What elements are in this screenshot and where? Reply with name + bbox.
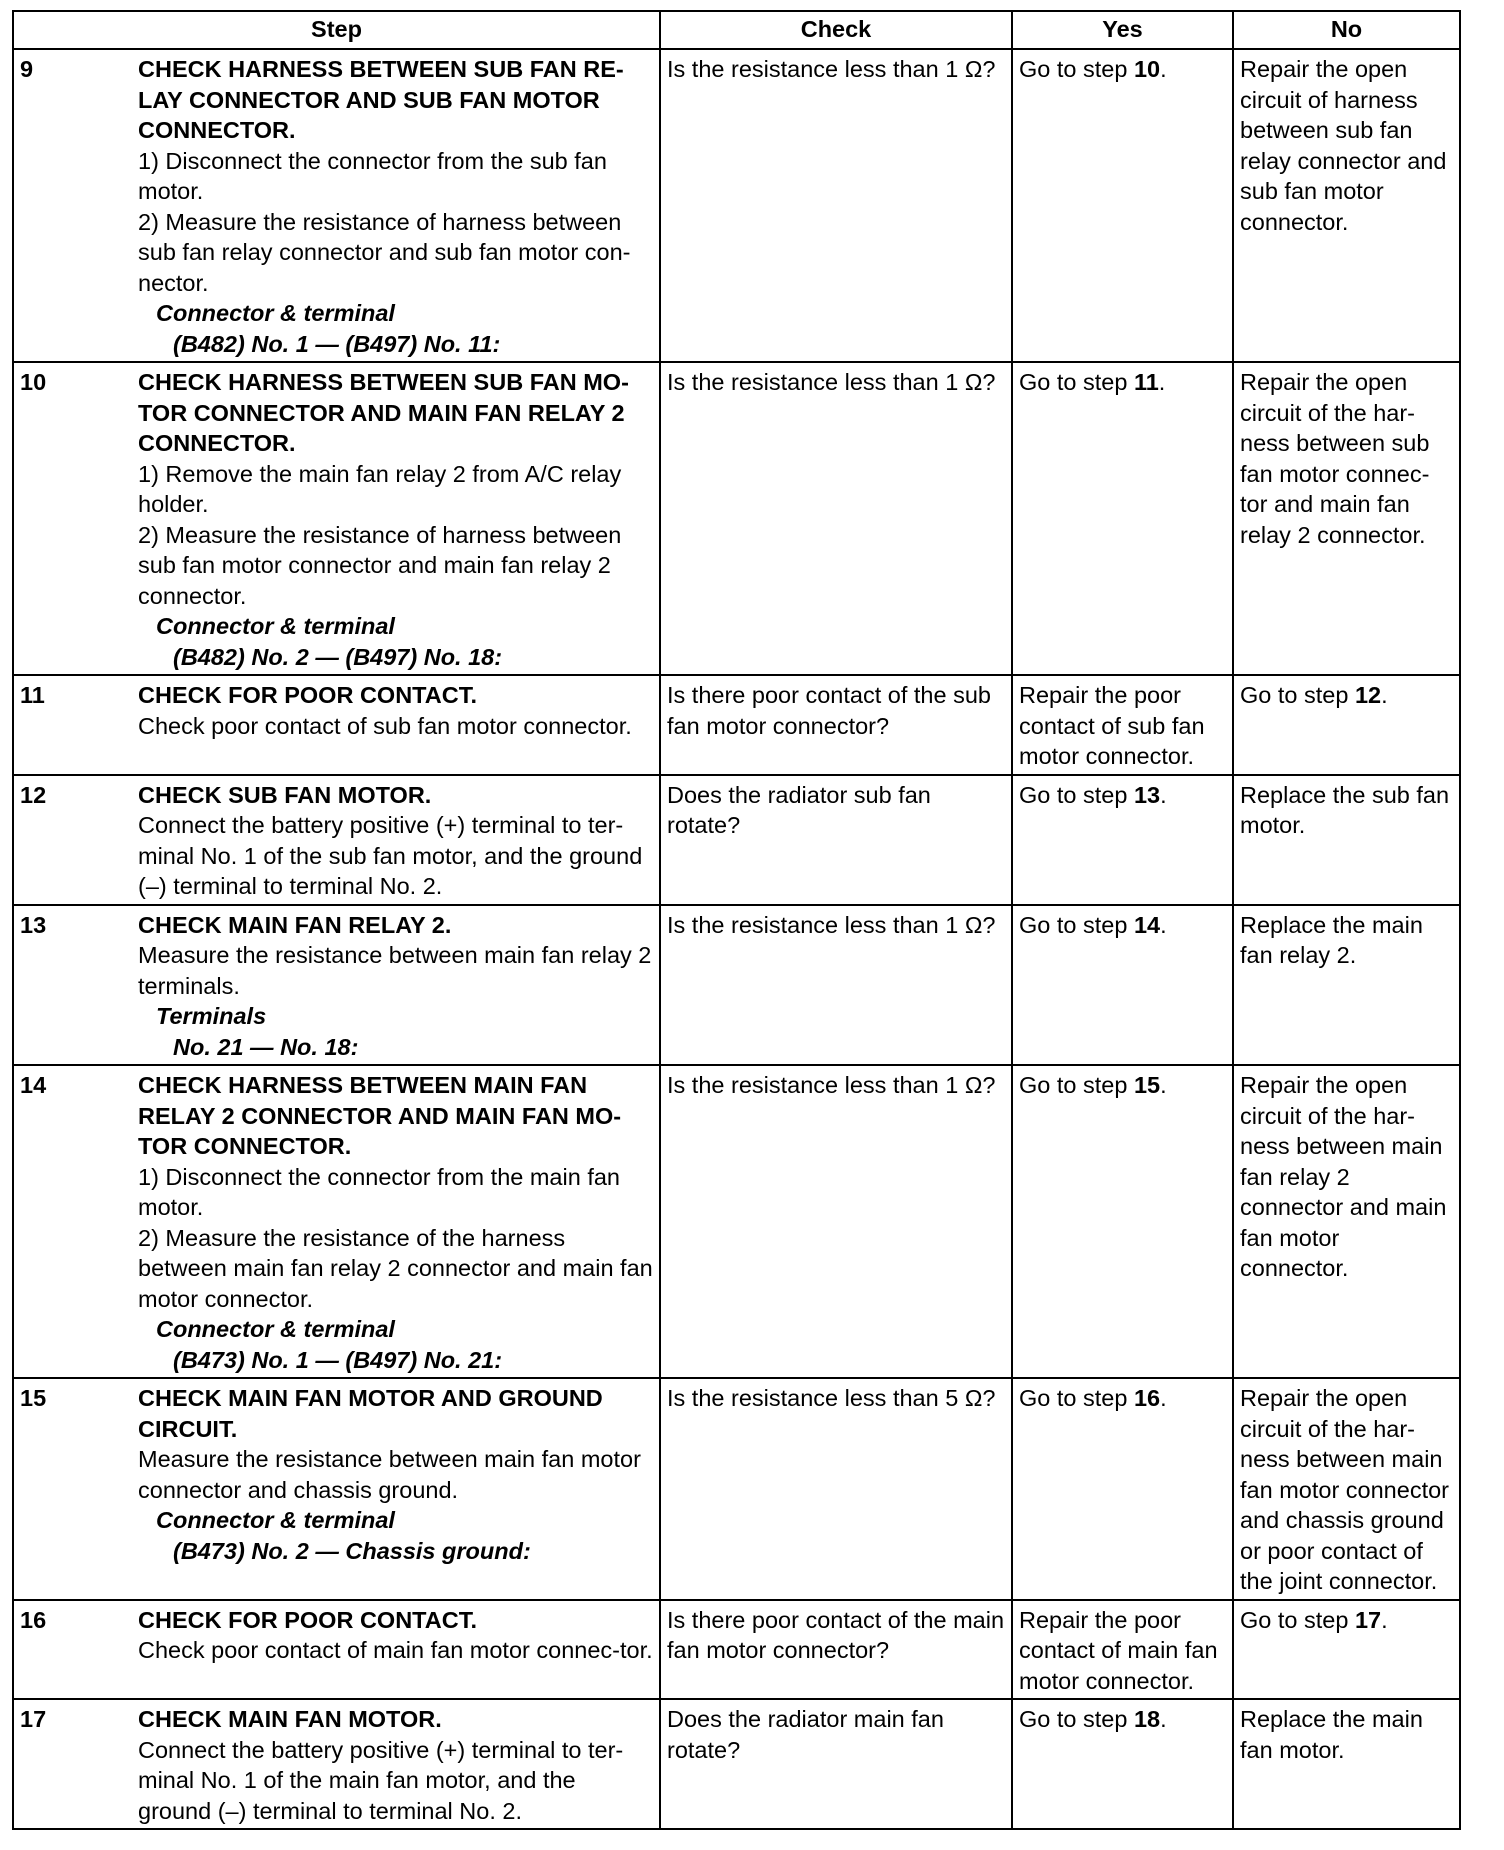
no-text: Repair the open circuit of the har-ness between sub fan motor connec-tor and main fan relay 2 connector.: [1240, 369, 1430, 548]
table-row: [13, 1065, 1460, 1378]
step-title: CHECK HARNESS BETWEEN MAIN FAN RELAY 2 CONNECTOR AND MAIN FAN MO-TOR CONNECTOR.: [138, 1072, 622, 1159]
no-cell: [1233, 775, 1460, 905]
check-cell: Does the radiator sub fan rotate?: [660, 775, 1012, 905]
header-no: No: [1233, 11, 1460, 49]
step-title: CHECK HARNESS BETWEEN SUB FAN MO-TOR CONNECTOR AND MAIN FAN RELAY 2 CONNECTOR.: [138, 369, 629, 456]
no-step-ref: 12: [1354, 682, 1382, 708]
yes-step-ref: 11: [1133, 369, 1159, 395]
step-cell: [13, 905, 660, 1066]
step-instruction: 1) Disconnect the connector from the main fan motor.: [138, 1163, 620, 1220]
step-instruction: Check poor contact of main fan motor connec-tor.: [138, 1637, 653, 1663]
no-suffix: .: [1381, 682, 1388, 708]
step-instruction: 1) Remove the main fan relay 2 from A/C relay holder.: [138, 460, 622, 517]
connector-label: Connector & terminal: [156, 1316, 395, 1342]
step-number: 16: [20, 1606, 47, 1633]
header-check: Check: [660, 11, 1012, 49]
step-cell: [13, 1600, 660, 1700]
yes-text: Go to step: [1019, 1072, 1134, 1098]
step-instruction: 2) Measure the resistance of harness between sub fan relay connector and sub fan motor con-nector.: [138, 208, 631, 296]
step-title: CHECK FOR POOR CONTACT.: [138, 1606, 478, 1633]
no-cell: [1233, 1600, 1460, 1700]
yes-text: Go to step: [1019, 781, 1134, 808]
yes-suffix: .: [1160, 1706, 1167, 1732]
no-step-ref: 17: [1354, 1606, 1382, 1633]
step-number: 11: [20, 682, 45, 708]
no-text: Go to step: [1240, 682, 1355, 708]
table-row: [13, 362, 1460, 675]
header-step: Step: [13, 11, 660, 49]
step-cell: [13, 1378, 660, 1600]
no-suffix: .: [1381, 1606, 1388, 1633]
yes-suffix: .: [1160, 781, 1167, 808]
yes-suffix: .: [1160, 1072, 1167, 1098]
table-row: [13, 49, 1460, 362]
no-cell: [1233, 905, 1460, 1066]
yes-cell: [1012, 1378, 1233, 1600]
check-cell: Is there poor contact of the main fan motor connector?: [660, 1600, 1012, 1700]
no-cell: [1233, 49, 1460, 362]
no-text: Repair the open circuit of the har-ness between main fan relay 2 connector and main fan motor connector.: [1240, 1072, 1447, 1281]
yes-cell: [1012, 49, 1233, 362]
yes-cell: [1012, 675, 1233, 775]
no-cell: [1233, 1065, 1460, 1378]
connector-label: Terminals: [156, 1003, 267, 1029]
step-title: CHECK HARNESS BETWEEN SUB FAN RE-LAY CONNECTOR AND SUB FAN MOTOR CONNECTOR.: [138, 56, 624, 143]
step-title: CHECK MAIN FAN MOTOR.: [138, 1706, 442, 1732]
step-instruction: 2) Measure the resistance of harness between sub fan motor connector and main fan relay 2 connector.: [138, 521, 622, 609]
step-title: CHECK MAIN FAN MOTOR AND GROUND CIRCUIT.: [138, 1385, 603, 1442]
check-cell: Is the resistance less than 5 Ω?: [660, 1378, 1012, 1600]
step-instruction: 2) Measure the resistance of the harness between main fan relay 2 connector and main fan motor connector.: [138, 1224, 653, 1312]
step-title: CHECK FOR POOR CONTACT.: [138, 682, 478, 708]
connector-label: Connector & terminal: [156, 1507, 395, 1533]
connector-label: Connector & terminal: [156, 613, 395, 639]
yes-suffix: .: [1158, 369, 1166, 395]
yes-step-ref: 16: [1133, 1385, 1161, 1411]
yes-cell: [1012, 1600, 1233, 1700]
step-number: 14: [20, 1072, 47, 1098]
table-row: [13, 775, 1460, 905]
yes-step-ref: 14: [1133, 911, 1161, 938]
step-number: 13: [20, 911, 47, 938]
step-cell: [13, 775, 660, 905]
yes-text: Go to step: [1019, 1706, 1134, 1732]
no-text: Go to step: [1240, 1606, 1355, 1633]
step-number: 10: [20, 369, 47, 395]
table-row: [13, 905, 1460, 1066]
yes-text: Go to step: [1019, 56, 1134, 82]
step-cell: [13, 1065, 660, 1378]
yes-suffix: .: [1160, 1385, 1167, 1411]
yes-text: Go to step: [1019, 1385, 1134, 1411]
step-title: CHECK MAIN FAN RELAY 2.: [138, 911, 452, 938]
connector-terminals: (B482) No. 1 — (B497) No. 11:: [173, 330, 501, 357]
yes-cell: [1012, 905, 1233, 1066]
check-cell: Is the resistance less than 1 Ω?: [660, 49, 1012, 362]
step-instruction: Measure the resistance between main fan motor connector and chassis ground.: [138, 1446, 641, 1503]
yes-suffix: .: [1160, 56, 1167, 82]
step-cell: [13, 49, 660, 362]
check-cell: Is there poor contact of the sub fan motor connector?: [660, 675, 1012, 775]
step-instruction: Connect the battery positive (+) terminal to ter-minal No. 1 of the main fan motor, and the ground (–) terminal to terminal No. 2.: [138, 1736, 624, 1824]
step-number: 12: [20, 781, 47, 808]
check-cell: Is the resistance less than 1 Ω?: [660, 905, 1012, 1066]
no-cell: [1233, 362, 1460, 675]
yes-text: Repair the poor contact of sub fan motor connector.: [1019, 682, 1205, 769]
step-instruction: 1) Disconnect the connector from the sub fan motor.: [138, 147, 607, 204]
no-cell: [1233, 1378, 1460, 1600]
no-cell: [1233, 675, 1460, 775]
step-cell: [13, 362, 660, 675]
step-instruction: Measure the resistance between main fan relay 2 terminals.: [138, 942, 652, 999]
yes-step-ref: 10: [1133, 56, 1161, 82]
yes-cell: [1012, 1065, 1233, 1378]
diagnostic-table: [12, 10, 1461, 1830]
yes-text: Go to step: [1019, 911, 1134, 938]
connector-terminals: No. 21 — No. 18:: [173, 1033, 359, 1060]
connector-label: Connector & terminal: [156, 300, 395, 326]
table-row: [13, 1600, 1460, 1700]
no-cell: [1233, 1699, 1460, 1829]
check-cell: Is the resistance less than 1 Ω?: [660, 1065, 1012, 1378]
step-number: 15: [20, 1385, 47, 1411]
step-instruction: Check poor contact of sub fan motor connector.: [138, 712, 632, 739]
table-row: [13, 675, 1460, 775]
yes-cell: [1012, 362, 1233, 675]
yes-cell: [1012, 775, 1233, 905]
no-text: Replace the sub fan motor.: [1240, 781, 1450, 838]
yes-suffix: .: [1160, 911, 1167, 938]
table-row: [13, 1378, 1460, 1600]
table-row: [13, 1699, 1460, 1829]
no-text: Repair the open circuit of harness between sub fan relay connector and sub fan motor connector.: [1240, 56, 1447, 235]
connector-terminals: (B473) No. 1 — (B497) No. 21:: [173, 1346, 503, 1373]
step-title: CHECK SUB FAN MOTOR.: [138, 781, 432, 808]
no-text: Replace the main fan motor.: [1240, 1706, 1423, 1763]
yes-step-ref: 15: [1133, 1072, 1161, 1098]
step-number: 9: [20, 56, 34, 82]
no-text: Repair the open circuit of the har-ness between main fan motor connector and chassis ground or poor contact of the joint connector.: [1240, 1385, 1449, 1594]
step-cell: [13, 1699, 660, 1829]
yes-text: Repair the poor contact of main fan motor connector.: [1019, 1606, 1218, 1694]
yes-text: Go to step: [1019, 369, 1134, 395]
header-yes: Yes: [1012, 11, 1233, 49]
no-text: Replace the main fan relay 2.: [1240, 911, 1423, 968]
step-cell: [13, 675, 660, 775]
step-number: 17: [20, 1706, 47, 1732]
yes-step-ref: 18: [1133, 1706, 1161, 1732]
check-cell: Does the radiator main fan rotate?: [660, 1699, 1012, 1829]
check-cell: Is the resistance less than 1 Ω?: [660, 362, 1012, 675]
step-instruction: Connect the battery positive (+) terminal to ter-minal No. 1 of the sub fan motor, and the ground (–) terminal to terminal No. 2.: [138, 812, 643, 899]
connector-terminals: (B482) No. 2 — (B497) No. 18:: [173, 643, 503, 670]
yes-step-ref: 13: [1133, 781, 1161, 808]
connector-terminals: (B473) No. 2 — Chassis ground:: [173, 1537, 531, 1564]
header-row: [13, 11, 1460, 49]
yes-cell: [1012, 1699, 1233, 1829]
